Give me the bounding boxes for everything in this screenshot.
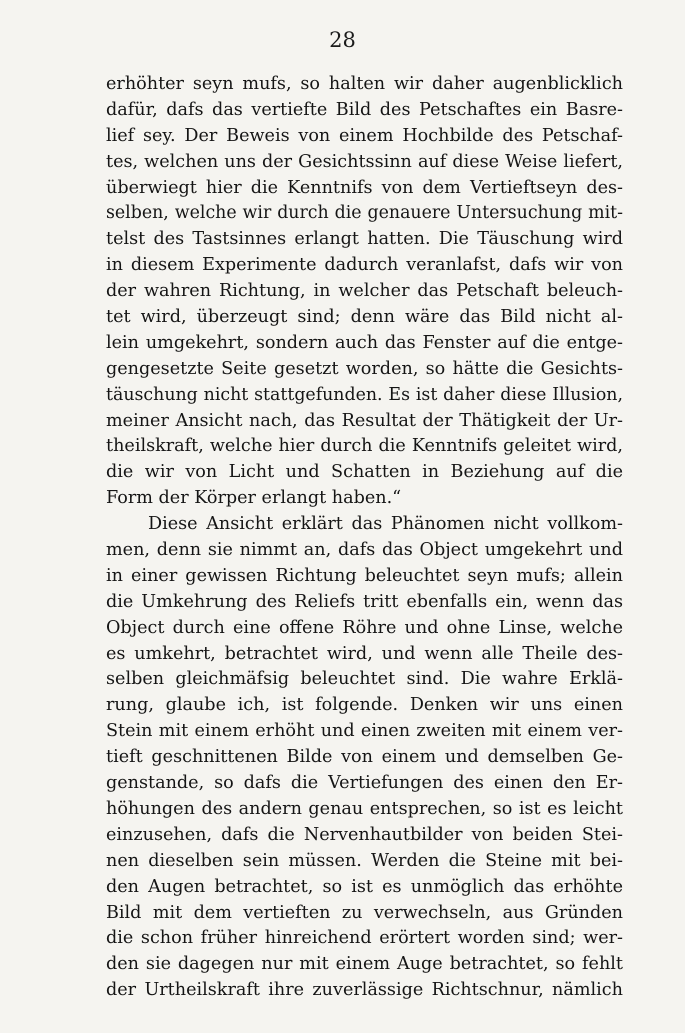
text-line: gengesetzte Seite gesetzt worden, so hätte die Gesichts-: [106, 358, 623, 379]
text-line: die wir von Licht und Schatten in Beziehung auf die: [106, 462, 623, 483]
text-line: es umkehrt, betrachtet wird, und wenn alle Theile des-: [106, 643, 623, 664]
text-line: tet wird, überzeugt sind; denn wäre das Bild nicht al-: [106, 307, 623, 328]
text-line: höhungen des andern genau entsprechen, so ist es leicht: [106, 798, 623, 819]
text-line: den Augen betrachtet, so ist es unmöglich das erhöhte: [106, 876, 623, 897]
text-line: nen dieselben sein müssen. Werden die Steine mit bei-: [106, 850, 623, 871]
text-line: in einer gewissen Richtung beleuchtet seyn mufs; allein: [106, 565, 623, 586]
text-line: erhöhter seyn mufs, so halten wir daher augenblicklich: [106, 74, 623, 94]
text-line: Form der Körper erlangt haben.“: [106, 488, 402, 509]
text-line: tieft geschnittenen Bilde von einem und demselben Ge-: [106, 747, 623, 768]
body-text: [106, 72, 623, 1004]
paragraph-1: [106, 72, 623, 512]
text-line: meiner Ansicht nach, das Resultat der Thätigkeit der Ur-: [106, 410, 623, 431]
text-line: telst des Tastsinnes erlangt hatten. Die Täuschung wird: [106, 229, 623, 250]
text-line: einzusehen, dafs die Nervenhautbilder von beiden Stei-: [106, 824, 623, 845]
text-line: men, denn sie nimmt an, dafs das Object umgekehrt und: [106, 540, 623, 561]
text-line: Diese Ansicht erklärt das Phänomen nicht vollkom-: [148, 514, 623, 535]
text-line: überwiegt hier die Kenntnifs von dem Vertieftseyn des-: [106, 177, 623, 198]
paragraph-2: [106, 512, 623, 1004]
text-line: genstande, so dafs die Vertiefungen des einen den Er-: [106, 773, 623, 794]
text-line: theilskraft, welche hier durch die Kenntnifs geleitet wird,: [106, 436, 623, 457]
text-line: Object durch eine offene Röhre und ohne Linse, welche: [106, 617, 623, 638]
text-line: der Urtheilskraft ihre zuverlässige Richtschnur, nämlich: [106, 980, 623, 1001]
text-line: die schon früher hinreichend erörtert worden sind; wer-: [106, 928, 623, 949]
text-line: Bild mit dem vertieften zu verwechseln, aus Gründen: [106, 902, 623, 923]
text-line: die Umkehrung des Reliefs tritt ebenfalls ein, wenn das: [106, 591, 623, 612]
text-line: in diesem Experimente dadurch veranlafst, dafs wir von: [106, 255, 623, 276]
text-line: der wahren Richtung, in welcher das Petschaft beleuch-: [106, 281, 623, 302]
text-line: lein umgekehrt, sondern auch das Fenster auf die entge-: [106, 332, 623, 353]
text-line: lief sey. Der Beweis von einem Hochbilde des Petschaf-: [106, 125, 623, 146]
page-number: 28: [329, 28, 356, 52]
text-line: rung, glaube ich, ist folgende. Denken wir uns einen: [106, 695, 623, 716]
text-line: Stein mit einem erhöht und einen zweiten mit einem ver-: [106, 721, 623, 742]
text-line: den sie dagegen nur mit einem Auge betrachtet, so fehlt: [106, 954, 623, 975]
text-line: selben, welche wir durch die genauere Untersuchung mit-: [106, 203, 623, 224]
text-line: dafür, dafs das vertiefte Bild des Petschaftes ein Basre-: [106, 99, 623, 120]
text-line: täuschung nicht stattgefunden. Es ist daher diese Illusion,: [106, 384, 623, 405]
text-line: tes, welchen uns der Gesichtssinn auf diese Weise liefert,: [106, 151, 623, 172]
text-line: selben gleichmäfsig beleuchtet sind. Die wahre Erklä-: [106, 669, 623, 690]
